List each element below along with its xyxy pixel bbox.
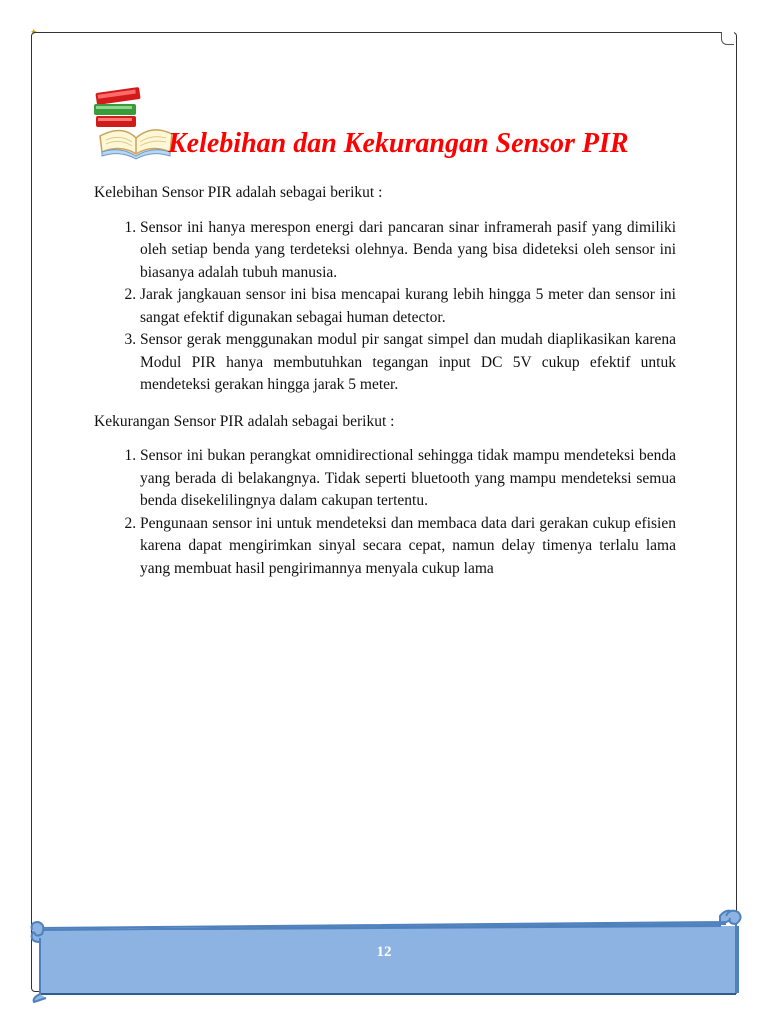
disadvantages-intro: Kekurangan Sensor PIR adalah sebagai berikut :: [94, 412, 395, 430]
document-body: [94, 182, 676, 594]
list-item: 3. Sensor gerak menggunakan modul pir sangat simpel dan mudah diaplikasikan karena Modul PIR hanya membutuhkan tegangan input DC 5V cukup efektif untuk mendeteksi gerakan hingga jarak 5 meter.: [140, 329, 676, 397]
advantages-list: [94, 217, 676, 397]
page-corner-fold: [721, 32, 734, 45]
disadvantages-list: [94, 445, 676, 580]
page-title: Kelebihan dan Kekurangan Sensor PIR: [168, 128, 629, 159]
list-item: 2. Jarak jangkauan sensor ini bisa mencapai kurang lebih hingga 5 meter dan sensor ini sangat efektif digunakan sebagai human detector.: [140, 284, 676, 329]
list-item: 2. Pengunaan sensor ini untuk mendeteksi dan membaca data dari gerakan cukup efisien karena dapat mengirimkan sinyal secara cepat, namun delay timenya terlalu lama yang membuat hasil pengirimannya menyala cukup lama: [140, 513, 676, 581]
books-icon: [90, 84, 174, 160]
corner-mark-icon: ✦: [30, 27, 38, 37]
list-item: 1. Sensor ini bukan perangkat omnidirectional sehingga tidak mampu mendeteksi benda yang berada di belakangnya. Tidak seperti bluetooth yang mampu mendeteksi semua benda disekelilingnya dalam cakupan tertentu.: [140, 445, 676, 513]
advantages-intro: Kelebihan Sensor PIR adalah sebagai berikut :: [94, 184, 383, 201]
list-item: 1. Sensor ini hanya merespon energi dari pancaran sinar inframerah pasif yang dimiliki oleh setiap benda yang terdeteksi olehnya. Benda yang bisa dideteksi oleh sensor ini biasanya adalah tubuh manusia.: [140, 217, 676, 285]
page-number: 12: [376, 944, 392, 960]
